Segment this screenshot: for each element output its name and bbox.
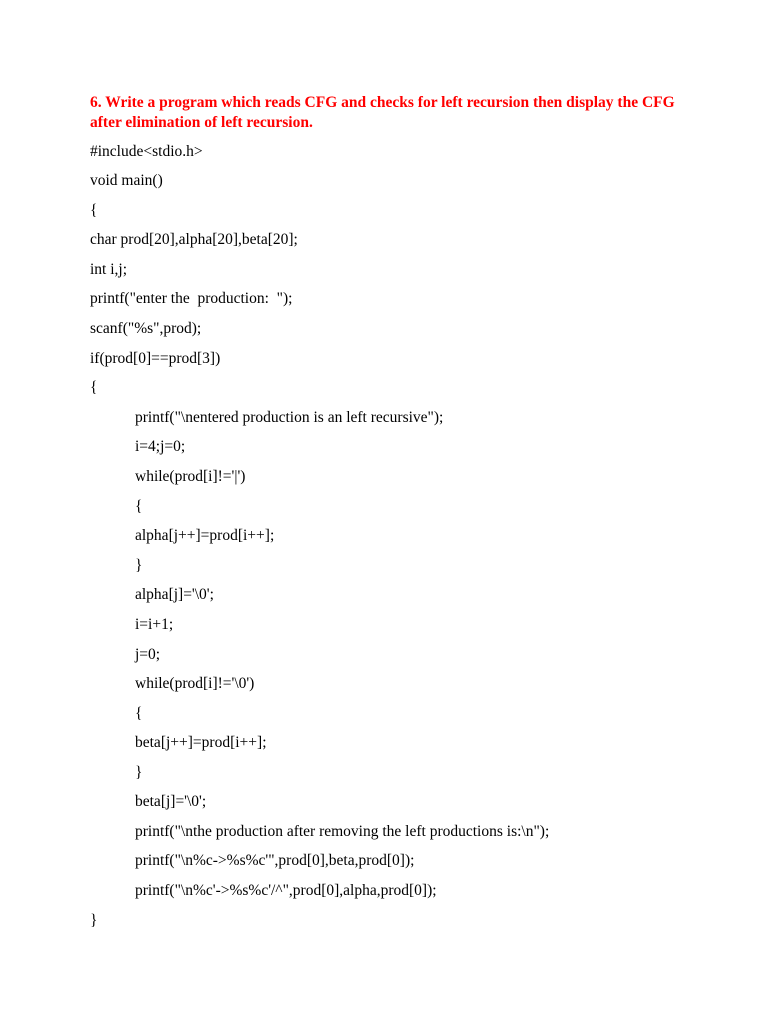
- code-line: scanf("%s",prod);: [90, 320, 202, 337]
- code-line: {: [90, 379, 98, 396]
- code-line: {: [135, 705, 143, 722]
- code-line: }: [90, 912, 98, 929]
- code-line: alpha[j]='\0';: [135, 586, 214, 603]
- code-line: int i,j;: [90, 261, 128, 278]
- code-line: printf("\n%c'->%s%c'/^",prod[0],alpha,prod[0]);: [135, 882, 437, 899]
- code-line: #include<stdio.h>: [90, 143, 203, 160]
- code-line: printf("\nthe production after removing the left productions is:\n");: [135, 823, 550, 840]
- code-line: {: [135, 498, 143, 515]
- code-line: void main(): [90, 172, 163, 189]
- code-line: printf("enter the production: ");: [90, 290, 293, 307]
- code-line: alpha[j++]=prod[i++];: [135, 527, 275, 544]
- code-line: i=i+1;: [135, 616, 174, 633]
- code-line: printf("\n%c->%s%c'",prod[0],beta,prod[0]);: [135, 852, 415, 869]
- code-line: {: [90, 202, 98, 219]
- exercise-heading-line-1: 6. Write a program which reads CFG and checks for left recursion then display the CFG: [90, 94, 675, 111]
- code-line: if(prod[0]==prod[3]): [90, 350, 221, 367]
- exercise-heading-line-2: after elimination of left recursion.: [90, 113, 313, 131]
- code-line: }: [135, 764, 143, 781]
- code-line: j=0;: [135, 646, 161, 663]
- code-line: beta[j++]=prod[i++];: [135, 734, 267, 751]
- exercise-heading: [90, 93, 710, 132]
- code-line: i=4;j=0;: [135, 438, 186, 455]
- code-line: beta[j]='\0';: [135, 793, 207, 810]
- code-line: while(prod[i]!='|'): [135, 468, 246, 485]
- code-line: char prod[20],alpha[20],beta[20];: [90, 231, 298, 248]
- code-line: }: [135, 557, 143, 574]
- code-line: while(prod[i]!='\0'): [135, 675, 255, 692]
- code-line: printf("\nentered production is an left recursive");: [135, 409, 444, 426]
